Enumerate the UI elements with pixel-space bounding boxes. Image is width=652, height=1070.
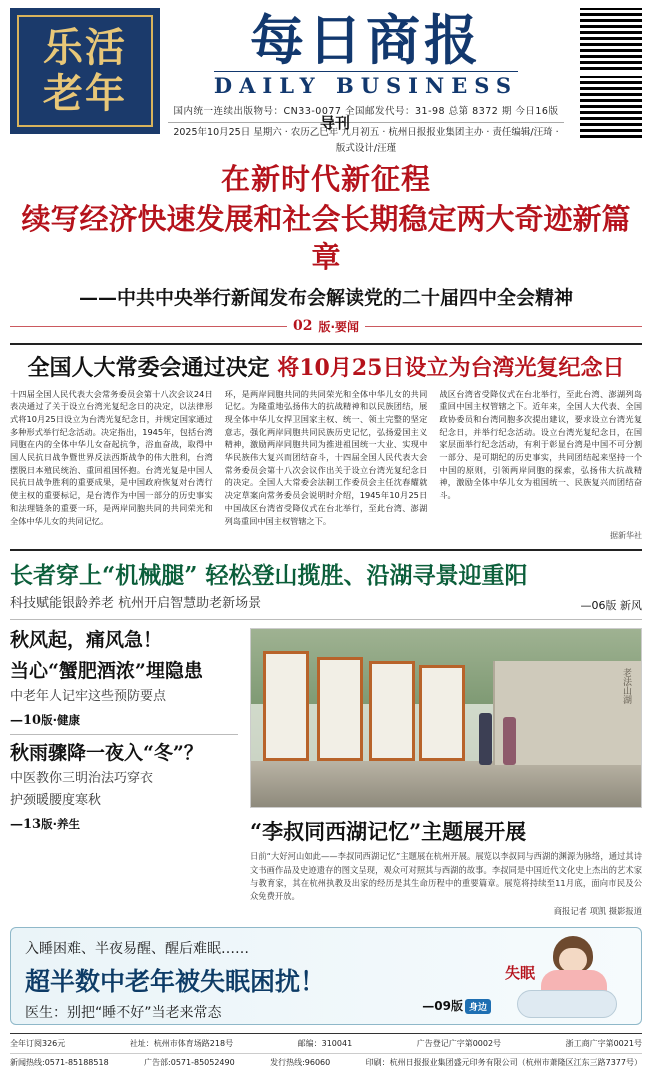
brief-gout-page-number: —10	[10, 713, 42, 729]
masthead-meta	[168, 104, 564, 157]
banner-headline: 超半数中老年被失眠困扰！	[25, 967, 326, 997]
lower-left-column	[10, 628, 238, 917]
story1-headline-black: 全国人大常委会通过决定	[27, 354, 270, 381]
banner-badge: 身边	[465, 999, 491, 1014]
insomnia-banner[interactable]	[10, 927, 642, 1025]
exhibition-photo	[250, 628, 642, 808]
photo-display-panel	[317, 657, 363, 761]
caption-body: 日前“大好河山如此——李叔同西湖记忆”主题展在杭州开展。展览以李叔同与西湖的渊源为脉络，通过其诗文书画作品及史迹遗存的图文呈现，观众可对照其与西湖的故事。李叔同是中国近代文化史上杰出的艺术家与教育家，其在杭州执教及出家的经历是其生命历程中的重要篇章。展览将持续至11月底，面向市民及公众免费开放。	[250, 851, 642, 902]
caption-credit: 商报记者 项凯 摄影报道	[553, 906, 642, 917]
brief-autumn-line-1: 秋雨骤降一夜入“冬”？	[10, 742, 203, 765]
footer-subscription: 全年订阅326元	[10, 1039, 66, 1049]
footer-row-1	[10, 1037, 642, 1051]
section-divider-3	[10, 619, 642, 620]
footer-ad-license-2: 浙工商广字第0021号	[565, 1039, 642, 1049]
page-footer	[10, 1033, 642, 1069]
story1-headline-red: 将10月25日设立为台湾光复纪念日	[277, 354, 625, 381]
illustration-face	[559, 948, 587, 972]
story1-columns	[10, 388, 642, 528]
lead-headline-block	[10, 160, 642, 335]
brief-autumn-page-number: —13	[10, 817, 42, 833]
qr-code-icon-bottom[interactable]	[580, 76, 642, 138]
story2-subheadline: 科技赋能银龄养老 杭州开启智慧助老新场景	[10, 596, 262, 612]
lead-page-reference	[10, 318, 642, 335]
story-taiwan-retrocession	[10, 351, 642, 542]
footer-ad-license: 广告登记广字第0002号	[416, 1039, 502, 1049]
qr-codes	[572, 8, 642, 138]
photo-display-panel	[263, 651, 309, 761]
brief-gout	[10, 628, 238, 728]
story1-column-2: 环，是两岸同胞共同的共同荣光和全体中华儿女的共同记忆。为隆重地弘扬伟大的抗战精神和以民族团结，展现全体中华儿女捍卫国家主权、统一、领土完整的坚定意志，强化两岸同胞共同民族历史记忆，弘扬爱国主义精神，激励两岸同胞共同为推进祖国统一大业、实现中华民族伟大复兴而团结奋斗，十四届全国人民代表大会常务委员会第十八次会议作出关于设立台湾光复纪念日的决定。全国人大常委会法制工作委员会主任沈春耀就决定草案向常务委员会说明时介绍，1945年10月25日中国战区台湾省受降仪式在台北举行，至此台湾、澎湖列岛重回中国主权管辖之下。	[224, 388, 428, 526]
insomnia-illustration	[501, 932, 631, 1024]
section-divider-2	[10, 549, 642, 551]
banner-line-3: 医生：别把“睡不好”当老来常态	[25, 1005, 222, 1022]
brief-autumn-page-label: 版·养生	[41, 817, 80, 832]
paper-title: 每日商报	[250, 8, 482, 72]
supplement-logo	[10, 8, 160, 134]
footer-row-2	[10, 1053, 642, 1070]
footer-postcode: 邮编：310041	[297, 1039, 353, 1049]
divider-right	[365, 326, 642, 327]
divider-left	[10, 326, 287, 327]
section-divider-4	[10, 734, 238, 735]
footer-printer: 印刷：杭州日报报业集团盛元印务有限公司（杭州市萧隆区江东三路7377号）	[365, 1057, 642, 1067]
lead-page-label: 版·要闻	[318, 319, 360, 334]
lower-section	[10, 628, 642, 917]
story1-column-1: 十四届全国人民代表大会常务委员会第十八次会议24日表决通过了关于设立台湾光复纪念日的决定，以法律形式将10月25日设立为台湾光复纪念日，并规定国家通过多种形式举行纪念活动。决定指出，1945年，包括台湾同胞在内的全体中华儿女奋起抗争，浴血奋战，取得中国人民抗日战争暨世界反法西斯战争的伟大胜利，台湾摆脱日本殖民统治、重回祖国怀抱。台湾光复是中国人民抗日战争胜利的重要成果，是中国政府恢复对台湾行使主权的重要标记，是台湾作为中国一部分的历史事实和法理链条的重要一环，是两岸同胞共同的共同荣光和全体中华儿女的共同记忆。	[10, 388, 213, 526]
supplement-label: 导刊	[320, 114, 351, 132]
brief-autumn-desc-1: 中医教你三明治法巧穿衣	[10, 771, 154, 787]
publication-ids: 国内统一连续出版物号：CN33-0077 全国邮发代号：31-98 总第 8372 期 今日16版	[173, 105, 559, 117]
brief-autumn-rain	[10, 741, 238, 832]
photo-display-panel	[419, 665, 465, 761]
brief-autumn-desc-2: 护颈暖腰度寒秋	[10, 792, 102, 808]
section-divider-1	[10, 343, 642, 345]
footer-distribution-hotline: 发行热线:96060	[270, 1057, 331, 1067]
brief-autumn-page-reference	[10, 816, 238, 832]
footer-address: 社址：杭州市体育场路218号	[129, 1039, 234, 1049]
story-robotic-legs	[10, 557, 642, 613]
qr-code-icon-top[interactable]	[580, 8, 642, 70]
brief-gout-page-label: 版·健康	[41, 713, 80, 728]
lower-right-column	[250, 628, 642, 917]
photo-ground	[251, 761, 641, 807]
illustration-pillow	[517, 990, 617, 1018]
brief-gout-line-2: 当心“蟹肥酒浓”埋隐患	[10, 659, 203, 682]
footer-news-hotline: 新闻热线:0571-85188518	[10, 1057, 109, 1067]
photo-visitor	[479, 713, 492, 765]
logo-line-2: 老年	[43, 70, 127, 117]
footer-ad-dept: 广告部:0571-85052490	[144, 1057, 235, 1067]
lead-headline-line-2: 续写经济快速发展和社会长期稳定两大奇迹新篇章	[21, 202, 631, 274]
photo-wall-text: 老法山湖	[621, 668, 631, 705]
photo-display-panel	[369, 661, 415, 761]
banner-page-number: —09	[422, 999, 451, 1014]
story2-headline: 长者穿上“机械腿” 轻松登山揽胜、沿湖寻景迎重阳	[10, 562, 528, 590]
brief-gout-line-1: 秋风起，痛风急！	[10, 629, 163, 652]
caption-headline: “李叔同西湖记忆”主题展开展	[250, 819, 527, 845]
photo-visitor	[503, 717, 516, 765]
banner-page-reference	[422, 997, 491, 1014]
lead-subheadline: ——中共中央举行新闻发布会解读党的二十届四中全会精神	[78, 286, 573, 309]
masthead	[10, 8, 642, 156]
masthead-center	[168, 8, 564, 157]
story2-page-reference: —06版 新风	[580, 599, 642, 613]
story1-column-3: 战区台湾省受降仪式在台北举行，至此台湾、澎湖列岛重回中国主权管辖之下。近年来，全国人大代表、全国政协委员和台湾同胞多次提出建议，要求设立台湾光复纪念日，并举行纪念活动。设立台湾光复纪念日，在国家层面举行纪念活动，有利于彰显台湾是中国不可分割一部分、是可期纪的历史事实，共同团结起来坚持一个中国的原则，引领两岸同胞的探索，弘扬伟大抗战精神，激励全体中华儿女为祖国统一、民族复兴而团结奋斗。	[439, 388, 643, 501]
banner-page-label: 版	[450, 999, 463, 1014]
story1-headline	[10, 351, 642, 382]
illustration-label: 失眠	[505, 964, 536, 983]
banner-line-1: 入睡困难、半夜易醒、醒后难眠……	[25, 941, 249, 958]
publication-date: 2025年10月25日 星期六 · 农历乙巳年 九月初五 · 杭州日报报业集团主办 · 责任编辑/汪琦 · 版式设计/汪瑾	[168, 122, 564, 157]
lead-page-number: 02	[292, 318, 313, 335]
logo-line-1: 乐活	[43, 24, 127, 71]
brief-gout-desc: 中老年人记牢这些预防要点	[10, 688, 167, 704]
paper-title-english: DAILY BUSINESS	[213, 72, 519, 98]
lead-headline-line-1: 在新时代新征程	[220, 162, 431, 196]
story1-credit: 据新华社	[610, 531, 642, 541]
brief-gout-page-reference	[10, 712, 238, 728]
